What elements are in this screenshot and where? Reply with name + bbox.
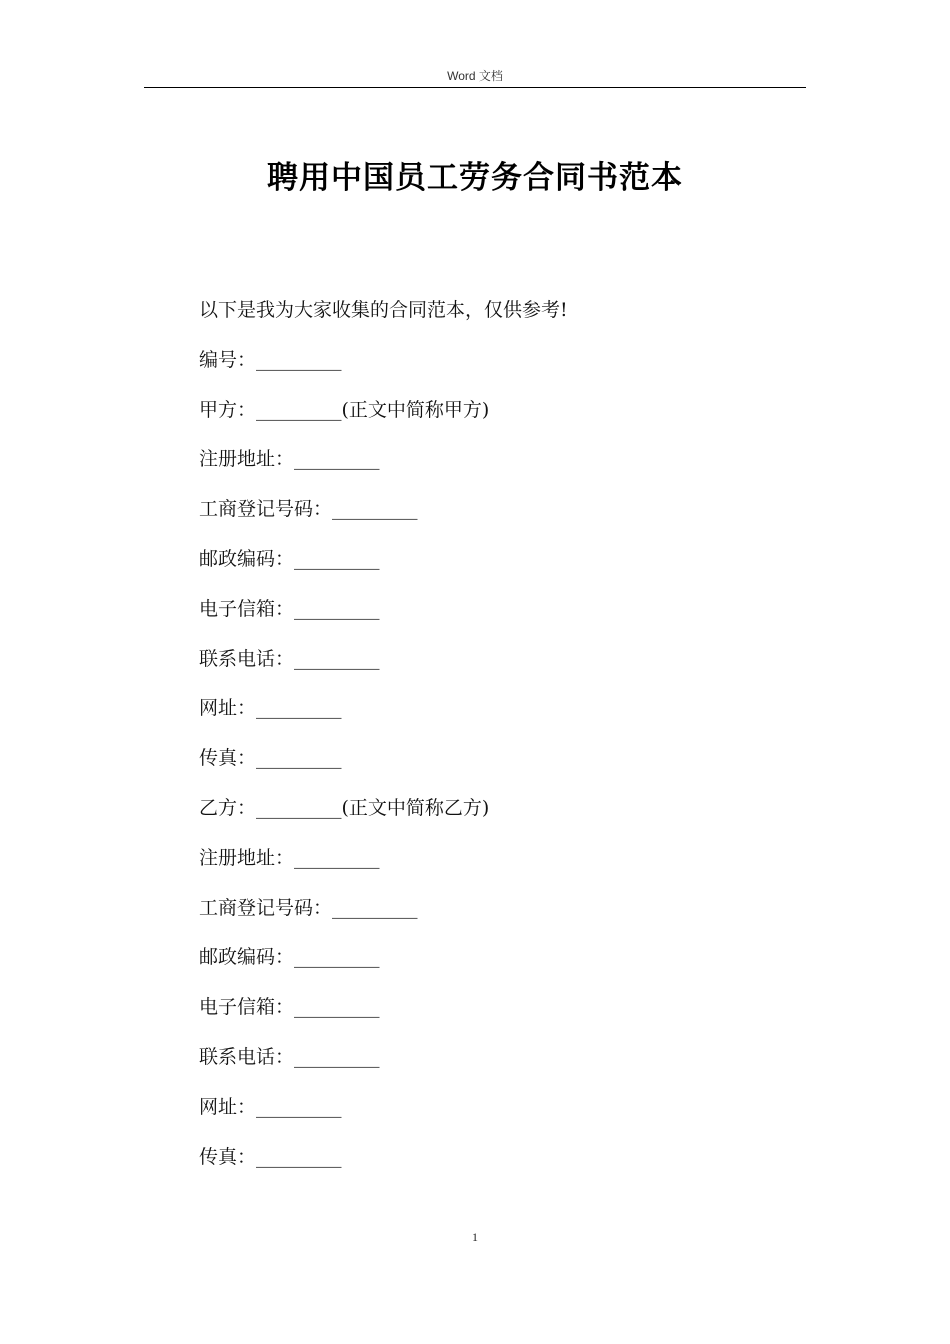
party-b-registration-field: 工商登记号码：_________ — [199, 896, 418, 919]
party-a-postcode-field: 邮政编码：_________ — [199, 547, 380, 570]
party-b-email-field: 电子信箱：_________ — [199, 996, 380, 1019]
document-title: 聘用中国员工劳务合同书范本 — [267, 160, 683, 196]
party-b-fax-field: 传真：_________ — [199, 1145, 342, 1168]
page-number: 1 — [472, 1230, 478, 1244]
party-a-registration-field: 工商登记号码：_________ — [199, 498, 418, 521]
page-header: Word 文档 — [447, 69, 503, 83]
contract-number-field: 编号：_________ — [199, 348, 342, 371]
party-a-phone-field: 联系电话：_________ — [199, 647, 380, 670]
party-a-fax-field: 传真：_________ — [199, 747, 342, 770]
party-a-field: 甲方：_________(正文中简称甲方) — [199, 398, 490, 421]
party-a-website-field: 网址：_________ — [199, 697, 342, 720]
party-a-email-field: 电子信箱：_________ — [199, 597, 380, 620]
party-b-website-field: 网址：_________ — [199, 1095, 342, 1118]
party-a-address-field: 注册地址：_________ — [199, 448, 380, 471]
party-b-field: 乙方：_________(正文中简称乙方) — [199, 796, 490, 819]
document-body — [199, 293, 799, 1189]
party-b-address-field: 注册地址：_________ — [199, 846, 380, 869]
header-divider — [144, 87, 806, 88]
party-b-postcode-field: 邮政编码：_________ — [199, 946, 380, 969]
party-b-phone-field: 联系电话：_________ — [199, 1045, 380, 1068]
intro-line: 以下是我为大家收集的合同范本，仅供参考! — [199, 299, 568, 321]
